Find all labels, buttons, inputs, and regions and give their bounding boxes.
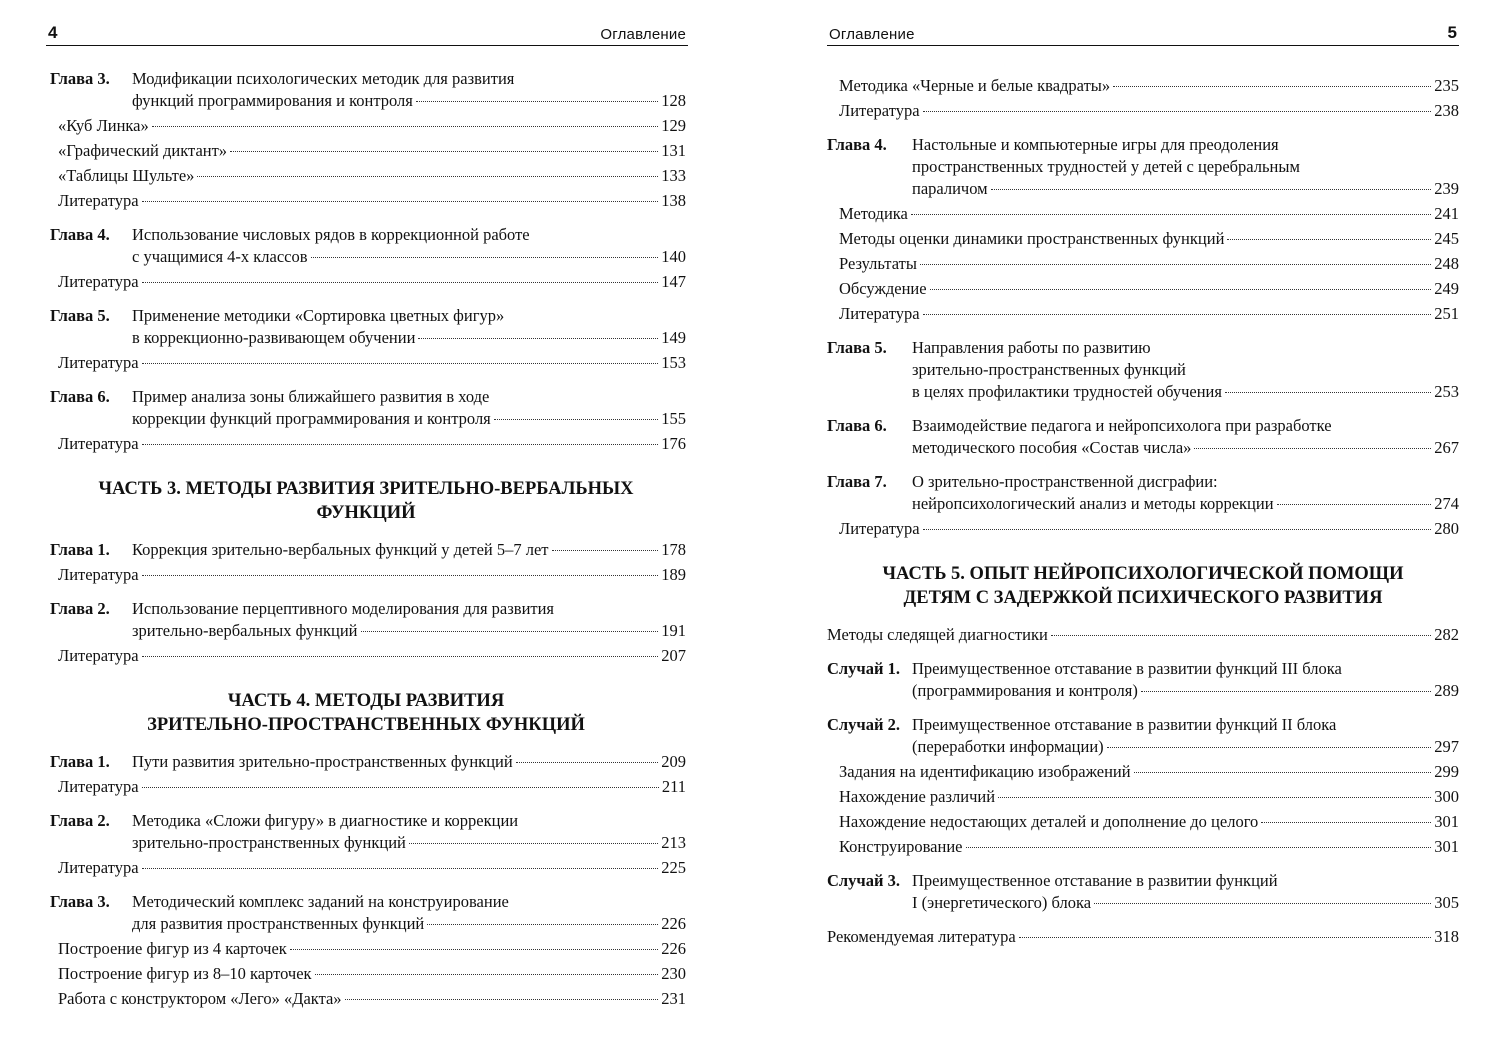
dot-leader bbox=[991, 189, 1432, 190]
dot-leader bbox=[923, 111, 1432, 112]
page-ref: 133 bbox=[661, 166, 686, 185]
entry-title: Рекомендуемая литература bbox=[827, 927, 1016, 946]
page-ref: 209 bbox=[661, 752, 686, 771]
entry-title: Литература bbox=[58, 565, 139, 584]
dot-leader bbox=[1261, 822, 1431, 823]
case-label: Случай 3. bbox=[827, 871, 900, 890]
entry-title: О зрительно-пространственной дисграфии: bbox=[912, 472, 1218, 491]
dot-leader bbox=[1277, 504, 1432, 505]
dot-leader bbox=[142, 363, 659, 364]
section-heading bbox=[46, 477, 686, 525]
page-ref: 131 bbox=[661, 141, 686, 160]
chapter-title bbox=[912, 870, 1459, 914]
dot-leader bbox=[1094, 903, 1431, 904]
page-ref: 207 bbox=[661, 646, 686, 665]
dot-leader bbox=[142, 575, 659, 576]
page-ref: 176 bbox=[661, 434, 686, 453]
page-ref: 245 bbox=[1434, 229, 1459, 248]
toc-entry bbox=[827, 761, 1459, 783]
entry-title: Обсуждение bbox=[839, 279, 927, 298]
entry-title: Литература bbox=[839, 101, 920, 120]
entry-title: в целях профилактики трудностей обучения bbox=[912, 382, 1222, 401]
dot-leader bbox=[416, 101, 658, 102]
chapter-label: Глава 5. bbox=[50, 306, 110, 325]
dot-leader bbox=[230, 151, 658, 152]
dot-leader bbox=[966, 847, 1432, 848]
dot-leader bbox=[142, 868, 659, 869]
chapter-title bbox=[132, 891, 686, 935]
toc-line bbox=[912, 493, 1459, 515]
entry-title: Взаимодействие педагога и нейропсихолога при разработке bbox=[912, 416, 1332, 435]
chapter-label: Глава 1. bbox=[50, 540, 110, 559]
toc-entry bbox=[46, 352, 686, 374]
dot-leader bbox=[142, 656, 659, 657]
entry-title: Литература bbox=[58, 777, 139, 796]
toc-line bbox=[132, 810, 686, 832]
page-ref: 235 bbox=[1434, 76, 1459, 95]
chapter-label: Глава 3. bbox=[50, 69, 110, 88]
entry-title: Задания на идентификацию изображений bbox=[839, 762, 1131, 781]
dot-leader bbox=[920, 264, 1431, 265]
section-heading-line: ФУНКЦИЙ bbox=[316, 503, 416, 523]
chapter-title bbox=[132, 751, 686, 773]
toc-line bbox=[912, 680, 1459, 702]
section-heading-line: ЧАСТЬ 5. ОПЫТ НЕЙРОПСИХОЛОГИЧЕСКОЙ ПОМОЩИ bbox=[882, 564, 1404, 584]
page-ref: 226 bbox=[661, 939, 686, 958]
page-number: 4 bbox=[48, 23, 58, 42]
page-ref: 253 bbox=[1434, 382, 1459, 401]
entry-title: Нахождение недостающих деталей и дополнение до целого bbox=[839, 812, 1259, 831]
toc-entry bbox=[827, 203, 1459, 225]
page-ref: 249 bbox=[1434, 279, 1459, 298]
chapter-heading bbox=[46, 891, 686, 935]
page-ref: 129 bbox=[661, 116, 686, 135]
chapter-heading bbox=[46, 751, 686, 773]
entry-title: Использование числовых рядов в коррекционной работе bbox=[132, 225, 530, 244]
page-ref: 213 bbox=[661, 833, 686, 852]
toc-line bbox=[132, 386, 686, 408]
entry-title: Литература bbox=[839, 304, 920, 323]
chapter-title bbox=[132, 598, 686, 642]
toc-entry bbox=[46, 165, 686, 187]
chapter-heading bbox=[46, 386, 686, 430]
dot-leader bbox=[1113, 86, 1431, 87]
toc-line bbox=[132, 408, 686, 430]
chapter-title bbox=[132, 539, 686, 561]
toc-line bbox=[132, 246, 686, 268]
entry-title: Литература bbox=[58, 272, 139, 291]
entry-title: для развития пространственных функций bbox=[132, 914, 425, 933]
entry-title: Работа с конструктором «Лего» «Дакта» bbox=[58, 989, 342, 1008]
page-ref: 297 bbox=[1434, 737, 1459, 756]
chapter-label: Глава 1. bbox=[50, 752, 110, 771]
chapter-heading bbox=[827, 415, 1459, 459]
chapter-title bbox=[132, 305, 686, 349]
page-ref: 147 bbox=[661, 272, 686, 291]
case-label: Случай 2. bbox=[827, 715, 900, 734]
page-ref: 274 bbox=[1434, 494, 1459, 513]
page-ref: 280 bbox=[1434, 519, 1459, 538]
toc-line bbox=[912, 178, 1459, 200]
dot-leader bbox=[427, 924, 658, 925]
dot-leader bbox=[1141, 691, 1431, 692]
entry-title: Результаты bbox=[839, 254, 917, 273]
entry-title: Литература bbox=[58, 434, 139, 453]
chapter-title bbox=[132, 810, 686, 854]
page-ref: 301 bbox=[1434, 837, 1459, 856]
case-heading bbox=[827, 870, 1459, 914]
running-title: Оглавление bbox=[829, 26, 915, 43]
toc-entry bbox=[827, 278, 1459, 300]
dot-leader bbox=[311, 257, 659, 258]
chapter-title bbox=[912, 714, 1459, 758]
entry-title: Конструирование bbox=[839, 837, 963, 856]
entry-title: Преимущественное отставание в развитии функций III блока bbox=[912, 659, 1342, 678]
toc-entry bbox=[46, 140, 686, 162]
page-ref: 226 bbox=[661, 914, 686, 933]
chapter-heading bbox=[46, 539, 686, 561]
running-header bbox=[827, 20, 1459, 46]
dot-leader bbox=[142, 201, 659, 202]
entry-title: с учащимися 4-х классов bbox=[132, 247, 308, 266]
page-ref: 155 bbox=[661, 409, 686, 428]
toc-entry bbox=[827, 518, 1459, 540]
right-page bbox=[749, 0, 1497, 1055]
entry-title: «Куб Линка» bbox=[58, 116, 149, 135]
chapter-title bbox=[912, 337, 1459, 403]
dot-leader bbox=[152, 126, 658, 127]
entry-title: (программирования и контроля) bbox=[912, 681, 1138, 700]
chapter-label: Глава 7. bbox=[827, 472, 887, 491]
dot-leader bbox=[1019, 937, 1432, 938]
entry-title: Направления работы по развитию bbox=[912, 338, 1151, 357]
toc-entry bbox=[827, 926, 1459, 948]
section-heading-line: ЧАСТЬ 4. МЕТОДЫ РАЗВИТИЯ bbox=[227, 691, 505, 711]
page-ref: 301 bbox=[1434, 812, 1459, 831]
section-heading bbox=[827, 562, 1459, 610]
toc-entry bbox=[46, 645, 686, 667]
toc-line bbox=[912, 870, 1459, 892]
page-ref: 140 bbox=[661, 247, 686, 266]
page-ref: 267 bbox=[1434, 438, 1459, 457]
toc-line bbox=[132, 913, 686, 935]
dot-leader bbox=[1227, 239, 1431, 240]
entry-title: Методика «Черные и белые квадраты» bbox=[839, 76, 1111, 95]
chapter-title bbox=[912, 415, 1459, 459]
entry-title: зрительно-вербальных функций bbox=[132, 621, 358, 640]
entry-title: Использование перцептивного моделирования для развития bbox=[132, 599, 555, 618]
entry-title: Пример анализа зоны ближайшего развития в ходе bbox=[132, 387, 490, 406]
page-ref: 230 bbox=[661, 964, 686, 983]
page-ref: 318 bbox=[1434, 927, 1459, 946]
chapter-title bbox=[912, 471, 1459, 515]
entry-title: «Графический диктант» bbox=[58, 141, 228, 160]
toc-line bbox=[912, 134, 1459, 156]
chapter-heading bbox=[46, 810, 686, 854]
toc-line bbox=[132, 305, 686, 327]
toc-entry bbox=[827, 100, 1459, 122]
toc-entry bbox=[46, 564, 686, 586]
page-ref: 178 bbox=[661, 540, 686, 559]
toc-line bbox=[132, 751, 686, 773]
toc-entry bbox=[46, 776, 686, 798]
entry-title: зрительно-пространственных функций bbox=[912, 360, 1186, 379]
entry-title: Нахождение различий bbox=[839, 787, 996, 806]
chapter-heading bbox=[827, 134, 1459, 200]
running-title: Оглавление bbox=[600, 26, 686, 43]
page-ref: 248 bbox=[1434, 254, 1459, 273]
chapter-heading bbox=[46, 68, 686, 112]
toc-line bbox=[132, 891, 686, 913]
toc-entry bbox=[46, 988, 686, 1010]
chapter-title bbox=[132, 224, 686, 268]
entry-title: Преимущественное отставание в развитии функций II блока bbox=[912, 715, 1337, 734]
page-ref: 189 bbox=[661, 565, 686, 584]
entry-title: параличом bbox=[912, 179, 988, 198]
section-heading-line: ДЕТЯМ С ЗАДЕРЖКОЙ ПСИХИЧЕСКОГО РАЗВИТИЯ bbox=[903, 588, 1383, 608]
dot-leader bbox=[911, 214, 1431, 215]
entry-title: Литература bbox=[58, 353, 139, 372]
entry-title: пространственных трудностей у детей с церебральным bbox=[912, 157, 1300, 176]
section-heading-line: ЧАСТЬ 3. МЕТОДЫ РАЗВИТИЯ ЗРИТЕЛЬНО-ВЕРБАЛЬНЫХ bbox=[98, 479, 634, 499]
entry-title: коррекции функций программирования и контроля bbox=[132, 409, 491, 428]
dot-leader bbox=[290, 949, 658, 950]
dot-leader bbox=[1194, 448, 1431, 449]
toc-line bbox=[132, 832, 686, 854]
chapter-heading bbox=[46, 598, 686, 642]
toc-line bbox=[132, 90, 686, 112]
entry-title: зрительно-пространственных функций bbox=[132, 833, 406, 852]
page-ref: 225 bbox=[661, 858, 686, 877]
page-number: 5 bbox=[1447, 23, 1457, 42]
entry-title: (переработки информации) bbox=[912, 737, 1104, 756]
chapter-label: Глава 2. bbox=[50, 599, 110, 618]
entry-title: Литература bbox=[58, 858, 139, 877]
entry-title: в коррекционно-развивающем обучении bbox=[132, 328, 416, 347]
entry-title: Методический комплекс заданий на конструирование bbox=[132, 892, 509, 911]
chapter-title bbox=[132, 68, 686, 112]
page-ref: 138 bbox=[661, 191, 686, 210]
dot-leader bbox=[361, 631, 659, 632]
dot-leader bbox=[142, 787, 659, 788]
toc-line bbox=[132, 620, 686, 642]
dot-leader bbox=[998, 797, 1431, 798]
page-ref: 153 bbox=[661, 353, 686, 372]
toc-line bbox=[912, 156, 1459, 178]
chapter-heading bbox=[827, 471, 1459, 515]
toc-line bbox=[132, 327, 686, 349]
toc-entry bbox=[827, 228, 1459, 250]
running-header bbox=[46, 20, 688, 46]
toc-line bbox=[912, 471, 1459, 493]
toc-line bbox=[132, 224, 686, 246]
entry-title: Методы следящей диагностики bbox=[827, 625, 1048, 644]
page-ref: 211 bbox=[661, 777, 686, 796]
page-ref: 282 bbox=[1434, 625, 1459, 644]
toc-line bbox=[912, 437, 1459, 459]
case-heading bbox=[827, 714, 1459, 758]
toc-line bbox=[132, 598, 686, 620]
toc-line bbox=[912, 415, 1459, 437]
section-heading bbox=[46, 689, 686, 737]
toc-entry bbox=[827, 786, 1459, 808]
entry-title: Методы оценки динамики пространственных функций bbox=[839, 229, 1225, 248]
chapter-label: Глава 2. bbox=[50, 811, 110, 830]
toc-entry bbox=[46, 963, 686, 985]
toc-entry bbox=[46, 857, 686, 879]
toc-entry bbox=[827, 253, 1459, 275]
toc-line bbox=[912, 892, 1459, 914]
page-ref: 191 bbox=[661, 621, 686, 640]
dot-leader bbox=[142, 282, 659, 283]
dot-leader bbox=[1051, 635, 1431, 636]
page-ref: 231 bbox=[661, 989, 686, 1008]
toc-entry bbox=[827, 836, 1459, 858]
chapter-label: Глава 4. bbox=[827, 135, 887, 154]
dot-leader bbox=[142, 444, 659, 445]
toc-entry bbox=[46, 271, 686, 293]
chapter-title bbox=[912, 658, 1459, 702]
entry-title: функций программирования и контроля bbox=[132, 91, 413, 110]
toc-line bbox=[912, 736, 1459, 758]
toc-line bbox=[912, 337, 1459, 359]
entry-title: Модификации психологических методик для развития bbox=[132, 69, 515, 88]
dot-leader bbox=[345, 999, 659, 1000]
entry-title: Применение методики «Сортировка цветных фигур» bbox=[132, 306, 505, 325]
dot-leader bbox=[923, 314, 1432, 315]
toc-list bbox=[827, 72, 1459, 948]
case-label: Случай 1. bbox=[827, 659, 900, 678]
chapter-heading bbox=[46, 224, 686, 268]
chapter-label: Глава 3. bbox=[50, 892, 110, 911]
page-ref: 238 bbox=[1434, 101, 1459, 120]
dot-leader bbox=[552, 550, 659, 551]
toc-line bbox=[132, 539, 686, 561]
entry-title: Литература bbox=[58, 191, 139, 210]
chapter-title bbox=[912, 134, 1459, 200]
toc-line bbox=[912, 381, 1459, 403]
entry-title: «Таблицы Шульте» bbox=[58, 166, 195, 185]
page-ref: 289 bbox=[1434, 681, 1459, 700]
dot-leader bbox=[930, 289, 1432, 290]
entry-title: Методика «Сложи фигуру» в диагностике и коррекции bbox=[132, 811, 519, 830]
toc-entry bbox=[46, 190, 686, 212]
toc-entry bbox=[827, 811, 1459, 833]
entry-title: Литература bbox=[839, 519, 920, 538]
entry-title: Методика bbox=[839, 204, 908, 223]
toc-entry bbox=[46, 115, 686, 137]
toc-line bbox=[132, 68, 686, 90]
entry-title: Построение фигур из 4 карточек bbox=[58, 939, 287, 958]
dot-leader bbox=[409, 843, 658, 844]
section-heading-line: ЗРИТЕЛЬНО-ПРОСТРАНСТВЕННЫХ ФУНКЦИЙ bbox=[147, 715, 585, 735]
entry-title: нейропсихологический анализ и методы коррекции bbox=[912, 494, 1274, 513]
left-page bbox=[0, 0, 748, 1055]
dot-leader bbox=[1225, 392, 1431, 393]
toc-line bbox=[912, 714, 1459, 736]
entry-title: I (энергетического) блока bbox=[912, 893, 1092, 912]
toc-entry bbox=[827, 624, 1459, 646]
toc-entry bbox=[46, 433, 686, 455]
page-ref: 149 bbox=[661, 328, 686, 347]
toc-entry bbox=[827, 75, 1459, 97]
chapter-label: Глава 4. bbox=[50, 225, 110, 244]
page-ref: 239 bbox=[1434, 179, 1459, 198]
dot-leader bbox=[197, 176, 658, 177]
entry-title: методического пособия «Состав числа» bbox=[912, 438, 1192, 457]
entry-title: Настольные и компьютерные игры для преодоления bbox=[912, 135, 1279, 154]
entry-title: Коррекция зрительно-вербальных функций у детей 5–7 лет bbox=[132, 540, 549, 559]
page-ref: 241 bbox=[1434, 204, 1459, 223]
page-ref: 251 bbox=[1434, 304, 1459, 323]
page-ref: 128 bbox=[661, 91, 686, 110]
dot-leader bbox=[1107, 747, 1432, 748]
page-ref: 300 bbox=[1434, 787, 1459, 806]
page-ref: 299 bbox=[1434, 762, 1459, 781]
dot-leader bbox=[315, 974, 659, 975]
dot-leader bbox=[418, 338, 658, 339]
toc-list bbox=[46, 68, 686, 1010]
toc-entry bbox=[46, 938, 686, 960]
toc-entry bbox=[827, 303, 1459, 325]
dot-leader bbox=[923, 529, 1432, 530]
toc-line bbox=[912, 658, 1459, 680]
case-heading bbox=[827, 658, 1459, 702]
chapter-label: Глава 6. bbox=[50, 387, 110, 406]
page-ref: 305 bbox=[1434, 893, 1459, 912]
dot-leader bbox=[1134, 772, 1432, 773]
dot-leader bbox=[516, 762, 659, 763]
chapter-heading bbox=[827, 337, 1459, 403]
chapter-title bbox=[132, 386, 686, 430]
entry-title: Литература bbox=[58, 646, 139, 665]
entry-title: Пути развития зрительно-пространственных функций bbox=[132, 752, 513, 771]
chapter-label: Глава 6. bbox=[827, 416, 887, 435]
entry-title: Построение фигур из 8–10 карточек bbox=[58, 964, 312, 983]
dot-leader bbox=[494, 419, 658, 420]
chapter-heading bbox=[46, 305, 686, 349]
toc-line bbox=[912, 359, 1459, 381]
entry-title: Преимущественное отставание в развитии функций bbox=[912, 871, 1278, 890]
chapter-label: Глава 5. bbox=[827, 338, 887, 357]
